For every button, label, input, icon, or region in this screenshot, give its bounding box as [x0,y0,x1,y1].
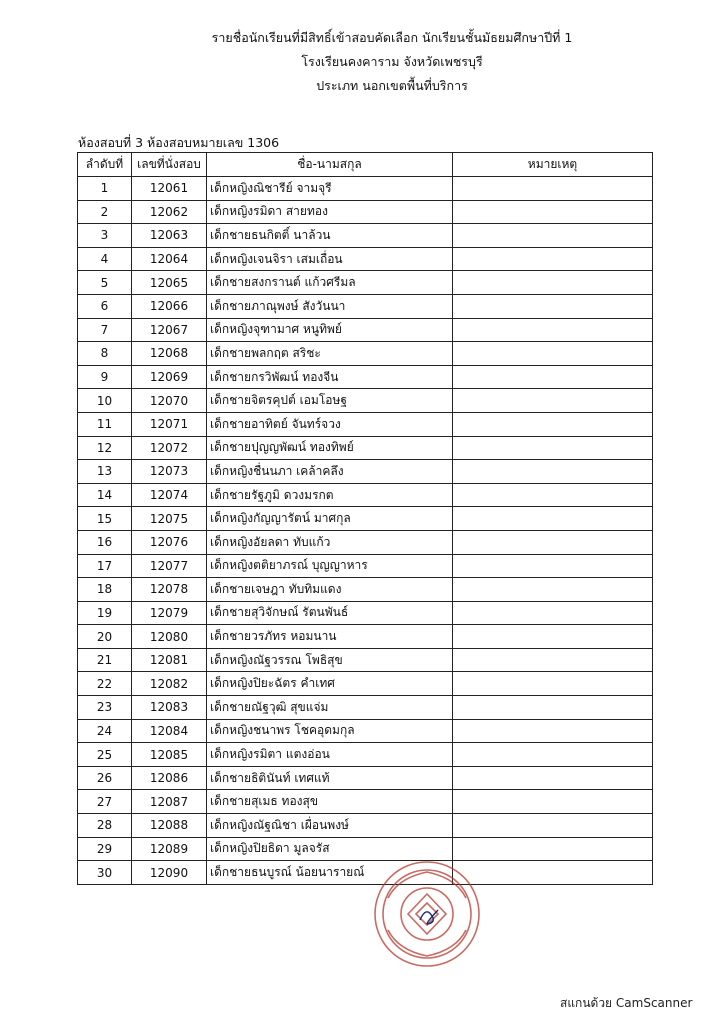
row-seat-number: 12072 [132,436,207,460]
row-note [453,436,653,460]
row-seat-number: 12082 [132,672,207,696]
row-note [453,365,653,389]
row-seat-number: 12063 [132,224,207,248]
table-row [78,342,653,366]
row-seat-number: 12088 [132,814,207,838]
table-row [78,672,653,696]
row-order: 23 [78,696,132,720]
exam-room-label: ห้องสอบที่ 3 ห้องสอบหมายเลข 1306 [78,135,280,150]
row-seat-number: 12090 [132,861,207,885]
row-order: 21 [78,648,132,672]
row-seat-number: 12074 [132,483,207,507]
row-seat-number: 12061 [132,177,207,201]
table-row [78,177,653,201]
row-note [453,483,653,507]
row-order: 11 [78,412,132,436]
row-name: เด็กชายพลกฤต สริชะ [207,342,453,366]
row-name: เด็กหญิงณิชารีย์ จามจุรี [207,177,453,201]
row-name: เด็กชายธนบูรณ์ น้อยนารายณ์ [207,861,453,885]
row-note [453,554,653,578]
school-seal-icon [368,858,486,970]
table-row [78,365,653,389]
row-seat-number: 12068 [132,342,207,366]
row-order: 24 [78,719,132,743]
row-name: เด็กชายรัฐภูมิ ดวงมรกต [207,483,453,507]
row-seat-number: 12070 [132,389,207,413]
row-order: 27 [78,790,132,814]
row-seat-number: 12080 [132,625,207,649]
row-seat-number: 12086 [132,766,207,790]
row-name: เด็กหญิงชนาพร โชคอุดมกุล [207,719,453,743]
row-name: เด็กชายธิตินันท์ เทศแท้ [207,766,453,790]
table-row [78,247,653,271]
row-name: เด็กชายเจษฎา ทับทิมแดง [207,578,453,602]
row-seat-number: 12081 [132,648,207,672]
row-name: เด็กชายธนกิตติ์ นาล้วน [207,224,453,248]
row-note [453,743,653,767]
table-row [78,766,653,790]
row-note [453,318,653,342]
table-row [78,389,653,413]
row-name: เด็กหญิงรมิตา แตงอ่อน [207,743,453,767]
table-row [78,436,653,460]
table-row [78,648,653,672]
row-note [453,247,653,271]
row-seat-number: 12079 [132,601,207,625]
row-order: 6 [78,294,132,318]
row-name: เด็กชายสุวิจักษณ์ รัตนพันธ์ [207,601,453,625]
row-name: เด็กหญิงปิยธิดา มูลจรัส [207,837,453,861]
document-header [0,26,724,98]
row-order: 14 [78,483,132,507]
table-row [78,696,653,720]
table-header-row [78,153,653,177]
row-order: 25 [78,743,132,767]
table-row [78,719,653,743]
table-row [78,743,653,767]
row-note [453,672,653,696]
row-order: 22 [78,672,132,696]
row-seat-number: 12066 [132,294,207,318]
row-name: เด็กหญิงตติยาภรณ์ บุญญาหาร [207,554,453,578]
row-name: เด็กหญิงอัยลดา ทับแก้ว [207,530,453,554]
table-row [78,814,653,838]
table-row [78,578,653,602]
row-name: เด็กหญิงณัฐวรรณ โพธิสุข [207,648,453,672]
table-row [78,294,653,318]
row-seat-number: 12077 [132,554,207,578]
row-note [453,460,653,484]
scanner-footer: สแกนด้วย CamScanner [560,996,693,1010]
row-seat-number: 12062 [132,200,207,224]
row-note [453,342,653,366]
row-note [453,200,653,224]
table-row [78,625,653,649]
row-seat-number: 12065 [132,271,207,295]
row-note [453,224,653,248]
row-seat-number: 12078 [132,578,207,602]
row-name: เด็กหญิงปิยะฉัตร คำเทศ [207,672,453,696]
row-seat-number: 12083 [132,696,207,720]
table-body [78,177,653,885]
row-order: 16 [78,530,132,554]
row-order: 15 [78,507,132,531]
row-note [453,719,653,743]
table-row [78,318,653,342]
row-order: 30 [78,861,132,885]
col-note: หมายเหตุ [453,153,653,177]
row-order: 4 [78,247,132,271]
table-row [78,507,653,531]
row-seat-number: 12075 [132,507,207,531]
row-note [453,601,653,625]
row-note [453,766,653,790]
row-note [453,648,653,672]
row-note [453,507,653,531]
row-seat-number: 12089 [132,837,207,861]
table-row [78,412,653,436]
table-row [78,460,653,484]
row-seat-number: 12076 [132,530,207,554]
table-row [78,790,653,814]
row-name: เด็กชายอาทิตย์ จันทร์จวง [207,412,453,436]
row-seat-number: 12084 [132,719,207,743]
row-order: 20 [78,625,132,649]
row-order: 12 [78,436,132,460]
table-row [78,861,653,885]
row-note [453,177,653,201]
row-name: เด็กหญิงเจนจิรา เสมเถื่อน [207,247,453,271]
row-name: เด็กชายปุญญพัฒน์ ทองทิพย์ [207,436,453,460]
row-seat-number: 12064 [132,247,207,271]
row-order: 9 [78,365,132,389]
row-name: เด็กหญิงกัญญารัตน์ มาศกุล [207,507,453,531]
row-order: 2 [78,200,132,224]
table-row [78,601,653,625]
row-name: เด็กชายสุเมธ ทองสุข [207,790,453,814]
header-title: รายชื่อนักเรียนที่มีสิทธิ์เข้าสอบคัดเลือก นักเรียนชั้นมัธยมศึกษาปีที่ 1 [211,30,573,45]
row-seat-number: 12087 [132,790,207,814]
table-row [78,530,653,554]
row-seat-number: 12085 [132,743,207,767]
row-order: 1 [78,177,132,201]
col-order: ลำดับที่ [78,153,132,177]
table-row [78,224,653,248]
row-order: 28 [78,814,132,838]
row-seat-number: 12067 [132,318,207,342]
row-note [453,530,653,554]
row-order: 19 [78,601,132,625]
table-row [78,200,653,224]
row-seat-number: 12071 [132,412,207,436]
row-name: เด็กชายวรภัทร หอมนาน [207,625,453,649]
row-order: 17 [78,554,132,578]
row-order: 5 [78,271,132,295]
row-order: 18 [78,578,132,602]
row-note [453,814,653,838]
row-note [453,578,653,602]
row-name: เด็กหญิงรมิดา สายทอง [207,200,453,224]
student-table [77,152,653,885]
table-row [78,554,653,578]
row-name: เด็กชายภาณุพงษ์ สังวันนา [207,294,453,318]
row-name: เด็กชายณัฐวุฒิ สุขแจ่ม [207,696,453,720]
row-order: 26 [78,766,132,790]
table-row [78,837,653,861]
row-name: เด็กหญิงชื่นนภา เคล้าคลึง [207,460,453,484]
row-order: 8 [78,342,132,366]
col-seat-number: เลขที่นั่งสอบ [132,153,207,177]
row-note [453,625,653,649]
row-note [453,790,653,814]
row-order: 29 [78,837,132,861]
row-order: 13 [78,460,132,484]
table-row [78,271,653,295]
col-name: ชื่อ-นามสกุล [207,153,453,177]
row-name: เด็กชายสงกรานต์ แก้วศรีมล [207,271,453,295]
row-seat-number: 12069 [132,365,207,389]
header-category: ประเภท นอกเขตพื้นที่บริการ [316,78,468,93]
row-note [453,696,653,720]
row-note [453,271,653,295]
row-name: เด็กชายจิตรคุปต์ เอมโอษฐ [207,389,453,413]
row-order: 3 [78,224,132,248]
header-school: โรงเรียนคงคาราม จังหวัดเพชรบุรี [301,54,483,69]
row-order: 7 [78,318,132,342]
row-seat-number: 12073 [132,460,207,484]
row-note [453,412,653,436]
row-name: เด็กหญิงจุฑามาศ หนูทิพย์ [207,318,453,342]
table-row [78,483,653,507]
row-note [453,389,653,413]
row-name: เด็กหญิงณัฐณิชา เผื่อนพงษ์ [207,814,453,838]
row-order: 10 [78,389,132,413]
row-note [453,294,653,318]
row-name: เด็กชายกรวิพัฒน์ ทองจีน [207,365,453,389]
